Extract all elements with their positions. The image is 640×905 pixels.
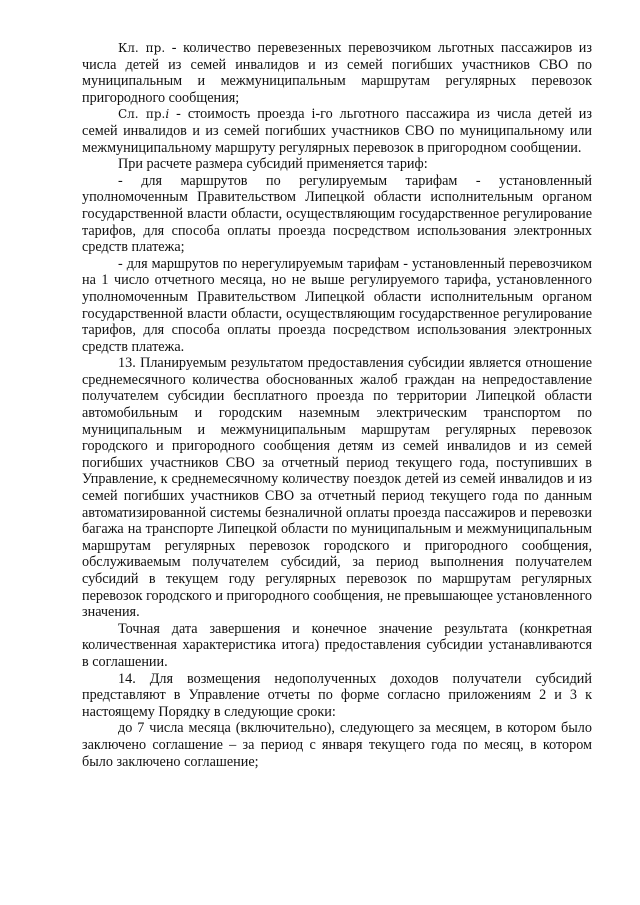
tariff-intro: При расчете размера субсидий применяется тариф: (118, 156, 428, 173)
definition-fare-cost (82, 106, 592, 156)
clause-13: 13. Планируемым результатом предоставления субсидии является отношение среднемесячного количества обоснованных жалоб граждан на непредоставление получателем субсидии бесплатного проезда по территории Липецкой области автомобильным и городским наземным электрическим транспортом по муниципальным и межмуниципальным маршрутам регулярных перевозок городского и пригородного сообщения детям из семей инвалидов и из семей погибших участников СВО за отчетный период текущего года, поступивших в Управление, к среднемесячному количеству поездок детей из семей инвалидов и из семей погибших участников СВО за отчетный период текущего года по данным автоматизированной системы безналичной оплаты проезда пассажиров и перевозки багажа на транспорте Липецкой области по муниципальным и межмуниципальным маршрутам регулярных перевозок городского и пригородного сообщения, обслуживаемым получателем субсидий, за период выполнения получателем субсидий в текущем году регулярных перевозок по маршрутам регулярных перевозок городского и пригородного сообщения, не превышающее установленного значения. (82, 355, 592, 621)
paragraph-text: - количество перевезенных перевозчиком льготных пассажиров из числа детей из семей инвалидов и из семей погибших участников СВО по муниципальным и межмуниципальным маршрутам регулярных перевозок пригородного сообщения; (82, 40, 592, 106)
tariff-regulated: - для маршрутов по регулируемым тарифам - установленный уполномоченным Правительством Липецкой области исполнительным органом государственной власти области, осуществляющим государственное регулирование тарифов, для способа оплаты проезда посредством использования электронных средств платежа; (82, 172, 592, 256)
document-page (82, 40, 592, 770)
deadline-paragraph: до 7 числа месяца (включительно), следующего за месяцем, в котором было заключено соглашение – за период с января текущего года по месяц, в котором было заключено соглашение; (82, 720, 592, 770)
clause-14: 14. Для возмещения недополученных доходов получатели субсидий представляют в Управление отчеты по форме согласно приложениям 2 и 3 к настоящему Порядку в следующие сроки: (82, 670, 592, 720)
formula-index: i (165, 107, 170, 122)
paragraph-text: - стоимость проезда i-го льготного пассажира из числа детей из семей инвалидов и из семей погибших участников СВО по муниципальному или межмуниципальному маршруту регулярных перевозок в пригородном сообщении. (82, 106, 592, 156)
definition-passenger-count (82, 40, 592, 106)
formula-symbol: Кл. пр. (118, 41, 166, 55)
result-date-paragraph: Точная дата завершения и конечное значение результата (конкретная количественная характеристика итога) предоставления субсидии устанавливаются в соглашении. (82, 620, 592, 670)
tariff-unregulated: - для маршрутов по нерегулируемым тарифам - установленный перевозчиком на 1 число отчетного месяца, но не выше регулируемого тарифа, установленного уполномоченным Правительством Липецкой области исполнительным органом государственной власти области, осуществляющим государственное регулирование тарифов, для способа оплаты проезда посредством использования электронных средств платежа. (82, 255, 592, 355)
formula-symbol: Сл. пр.i (118, 107, 170, 122)
